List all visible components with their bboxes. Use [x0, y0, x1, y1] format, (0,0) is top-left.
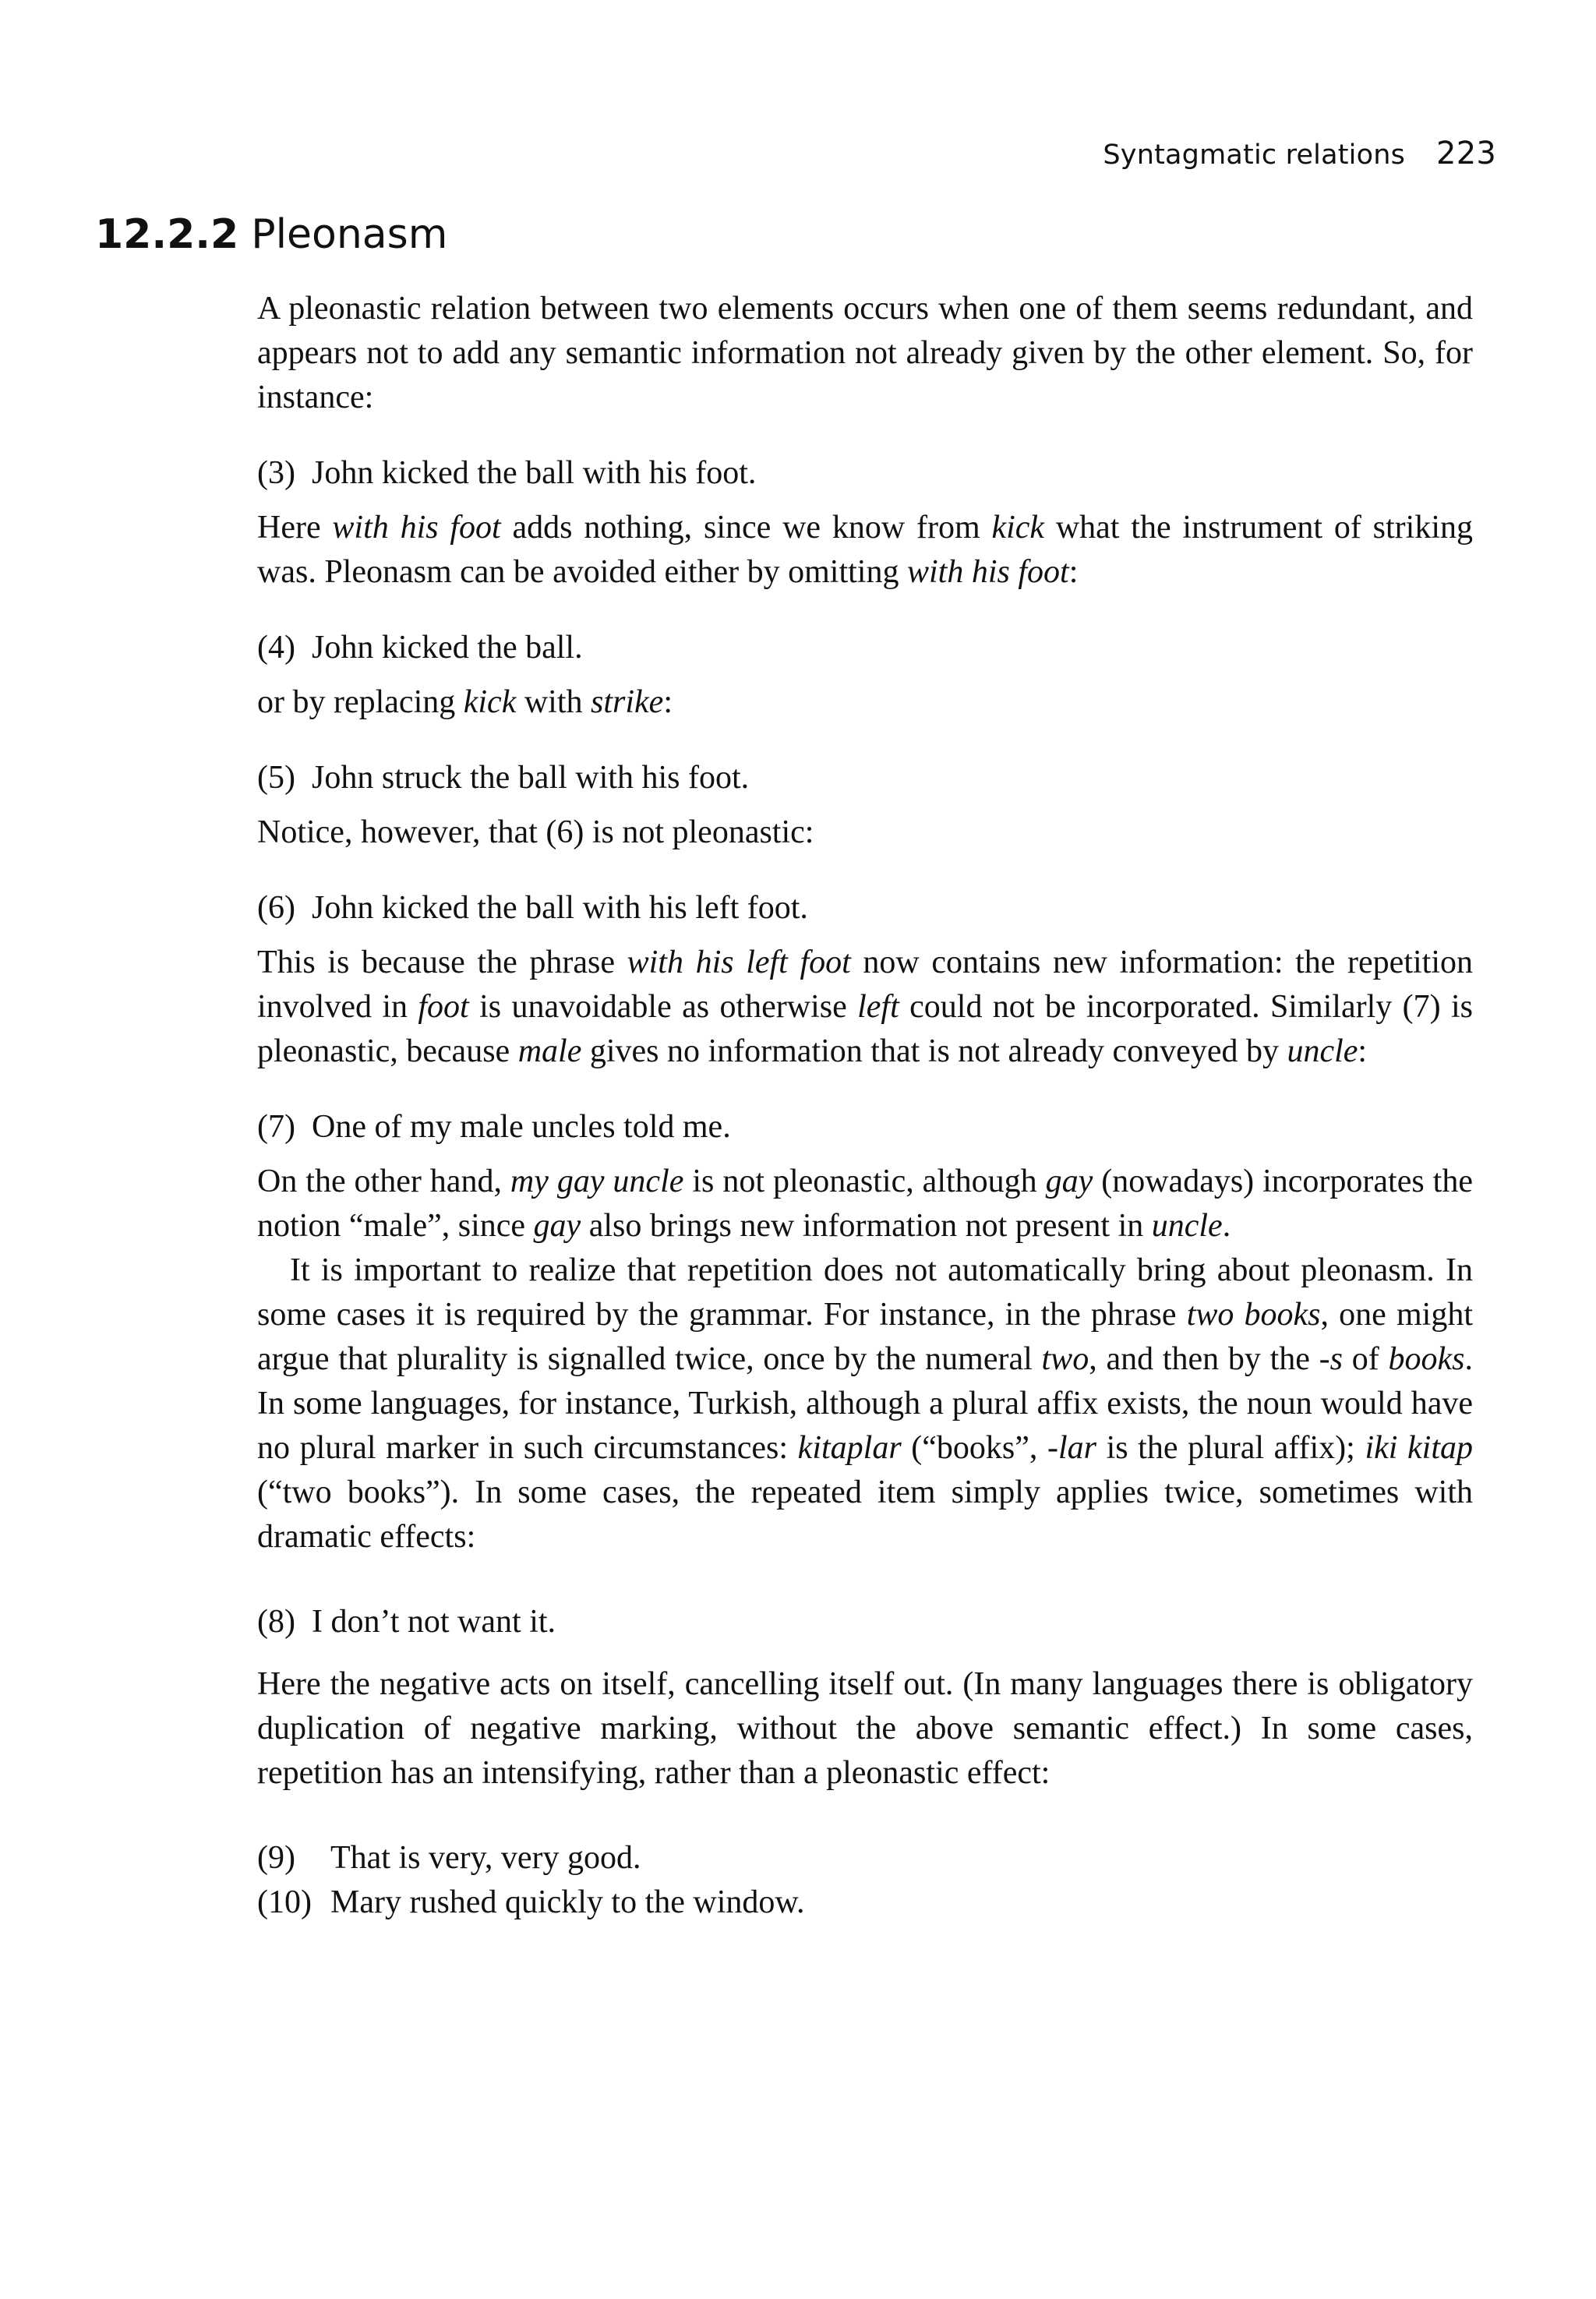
text-run: This is because the phrase	[257, 945, 627, 980]
text-run: Here	[257, 510, 333, 546]
italic-run: gay	[533, 1208, 581, 1244]
example-number: (3)	[257, 455, 295, 491]
italic-run: uncle	[1151, 1208, 1223, 1244]
text-run: now contains new information: the repetition involved in	[257, 945, 1473, 1025]
italic-run: uncle	[1287, 1033, 1358, 1069]
italic-run: with his foot	[906, 554, 1069, 590]
example-3	[257, 451, 1473, 496]
example-text: John kicked the ball with his foot.	[312, 455, 757, 491]
paragraph-5	[257, 941, 1473, 1074]
text-run: .	[1222, 1208, 1231, 1244]
section-heading	[95, 211, 448, 258]
example-text: That is very, very good.	[330, 1840, 641, 1876]
running-head-title: Syntagmatic relations	[1103, 139, 1406, 171]
example-number: (4)	[257, 630, 295, 666]
italic-run: kick	[991, 510, 1045, 546]
italic-run: two	[1041, 1341, 1089, 1377]
italic-run: kitaplar	[797, 1430, 902, 1466]
italic-run: iki kitap	[1365, 1430, 1473, 1466]
example-4	[257, 626, 1473, 670]
text-run: is unavoidable as otherwise	[468, 989, 858, 1025]
text-run: , one might argue that plurality is signalled twice, once by the numeral	[257, 1297, 1473, 1377]
example-number: (10)	[257, 1884, 312, 1920]
text-run: . In some languages, for instance, Turkish, although a plural affix exists, the noun would have no plural marker in such circumstances:	[257, 1341, 1473, 1466]
example-8	[257, 1600, 1473, 1644]
example-number: (7)	[257, 1109, 295, 1145]
text-run: It is important to realize that repetition does not automatically bring about pleonasm. In some cases it is required by the grammar. For instance, in the phrase	[257, 1252, 1473, 1333]
paragraph-6	[257, 1160, 1473, 1248]
italic-run: with his left foot	[627, 945, 851, 980]
running-head	[1103, 136, 1496, 171]
text-run: with	[516, 684, 591, 720]
example-text: I don’t not want it.	[312, 1604, 556, 1640]
example-10	[257, 1881, 1473, 1925]
italic-run: books	[1388, 1341, 1465, 1377]
italic-run: with his foot	[332, 510, 501, 546]
section-title: Pleonasm	[251, 211, 448, 258]
italic-run: strike	[591, 684, 664, 720]
paragraph-1: A pleonastic relation between two elements occurs when one of them seems redundant, and appears not to add any semantic information not already given by the other element. So, for instance:	[257, 291, 1473, 415]
italic-run: gay	[1045, 1164, 1093, 1199]
text-run: On the other hand,	[257, 1164, 510, 1199]
example-7	[257, 1105, 1473, 1150]
paragraph-7	[257, 1248, 1473, 1559]
text-run: :	[1358, 1033, 1368, 1069]
paragraph-3	[257, 680, 1473, 725]
example-text: Mary rushed quickly to the window.	[330, 1884, 805, 1920]
example-text: John struck the ball with his foot.	[312, 760, 750, 796]
text-run: (“two books”). In some cases, the repeated item simply applies twice, sometimes with dramatic effects:	[257, 1474, 1473, 1555]
section-number: 12.2.2	[95, 211, 239, 258]
example-number: (6)	[257, 890, 295, 926]
text-run: gives no information that is not already conveyed by	[581, 1033, 1287, 1069]
example-text: John kicked the ball with his left foot.	[312, 890, 808, 926]
italic-run: foot	[418, 989, 469, 1025]
italic-run: my gay uncle	[510, 1164, 684, 1199]
text-run: or by replacing	[257, 684, 464, 720]
example-number: (9)	[257, 1840, 295, 1876]
italic-run: -s	[1319, 1341, 1344, 1377]
page-number: 223	[1436, 136, 1496, 171]
text-run: could not be incorporated. Similarly (7) is pleonastic, because	[257, 989, 1473, 1069]
example-9	[257, 1836, 1473, 1881]
example-5	[257, 756, 1473, 800]
text-run: :	[663, 684, 673, 720]
text-run: (nowadays) incorporates the notion “male”, since	[257, 1164, 1473, 1244]
example-6	[257, 886, 1473, 931]
italic-run: left	[857, 989, 899, 1025]
paragraph-8: Here the negative acts on itself, cancelling itself out. (In many languages there is obligatory duplication of negative marking, without the above semantic effect.) In some cases, repetition has an intensifying, rather than a pleonastic effect:	[257, 1666, 1473, 1791]
text-run: is not pleonastic, although	[683, 1164, 1046, 1199]
example-text: John kicked the ball.	[312, 630, 583, 666]
paragraph-4: Notice, however, that (6) is not pleonastic:	[257, 814, 814, 850]
italic-run: male	[517, 1033, 582, 1069]
body-text	[257, 287, 1473, 1925]
text-run: what the instrument of striking was. Pleonasm can be avoided either by omitting	[257, 510, 1473, 590]
text-run: , and then by the	[1089, 1341, 1319, 1377]
example-number: (8)	[257, 1604, 295, 1640]
text-run: of	[1343, 1341, 1389, 1377]
example-text: One of my male uncles told me.	[312, 1109, 731, 1145]
italic-run: two books	[1186, 1297, 1321, 1333]
paragraph-2	[257, 506, 1473, 595]
text-run: :	[1068, 554, 1079, 590]
text-run: also brings new information not present in	[581, 1208, 1152, 1244]
italic-run: kick	[463, 684, 517, 720]
text-run: adds nothing, since we know from	[500, 510, 992, 546]
example-number: (5)	[257, 760, 295, 796]
text-run: is the plural affix);	[1096, 1430, 1365, 1466]
italic-run: -lar	[1047, 1430, 1096, 1466]
text-run: (“books”,	[901, 1430, 1047, 1466]
